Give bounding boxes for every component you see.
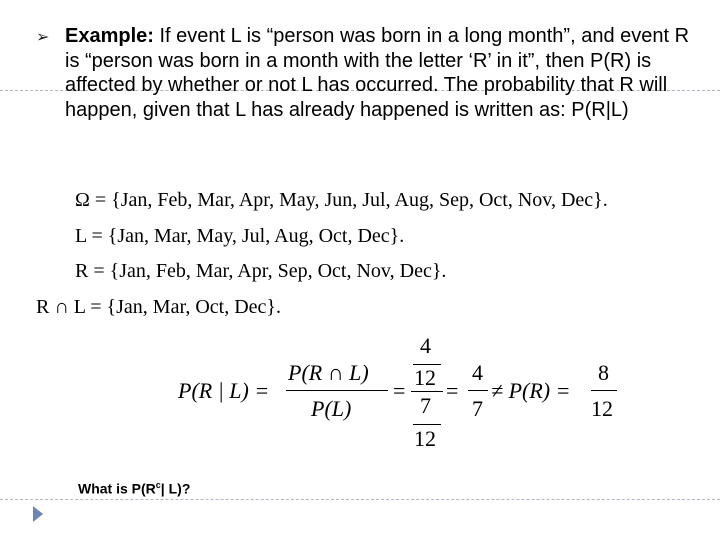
fraction-bar-main bbox=[286, 390, 388, 391]
not-equal-pr: ≠ P(R) = bbox=[491, 378, 571, 403]
pr-denominator: 12 bbox=[591, 396, 613, 421]
pr-numerator: 8 bbox=[598, 360, 609, 385]
set-omega: Ω = {Jan, Feb, Mar, Apr, May, Jun, Jul, Aug, Sep, Oct, Nov, Dec}. bbox=[75, 189, 608, 211]
compound-top-numerator: 4 bbox=[420, 333, 431, 358]
formula-denominator: P(L) bbox=[311, 396, 352, 421]
fraction-bar-pr bbox=[591, 390, 617, 391]
equals-sign-1: = bbox=[393, 378, 406, 403]
example-label: Example: bbox=[65, 25, 154, 47]
compound-bottom-denominator: 12 bbox=[414, 426, 436, 451]
set-intersection: R ∩ L = {Jan, Mar, Oct, Dec}. bbox=[36, 296, 281, 318]
formula-lhs: P(R | L) = bbox=[178, 378, 270, 403]
question-text: What is $P(R^c|$ L)? bbox=[78, 480, 191, 497]
compound-top-denominator: 12 bbox=[414, 365, 436, 390]
fraction-bar-compound bbox=[411, 391, 443, 392]
equals-sign-2: = bbox=[446, 378, 459, 403]
nav-arrow-icon[interactable] bbox=[33, 506, 43, 522]
simplified-numerator: 4 bbox=[472, 360, 483, 385]
example-paragraph bbox=[65, 24, 695, 122]
compound-bottom-numerator: 7 bbox=[420, 393, 431, 418]
set-L: L = {Jan, Mar, May, Jul, Aug, Oct, Dec}. bbox=[75, 225, 405, 247]
simplified-denominator: 7 bbox=[472, 396, 483, 421]
fraction-bar-bottom bbox=[413, 424, 441, 425]
set-R: R = {Jan, Feb, Mar, Apr, Sep, Oct, Nov, Dec}. bbox=[75, 260, 447, 282]
separator-bottom bbox=[0, 499, 720, 500]
arrow-bullet-icon: ➢ bbox=[36, 29, 50, 46]
complement-superscript: c bbox=[155, 480, 161, 490]
example-text: If event L is “person was born in a long month”, and event R is “person was born in a month with the letter ‘R’ in it”, then P(R) is affected by whether or not L has occurred. The probability that R will happen, given that L has already happened is written as: P(R|L) bbox=[65, 25, 690, 121]
formula-numerator: P(R ∩ L) bbox=[288, 360, 369, 385]
fraction-bar-simplified bbox=[468, 390, 488, 391]
